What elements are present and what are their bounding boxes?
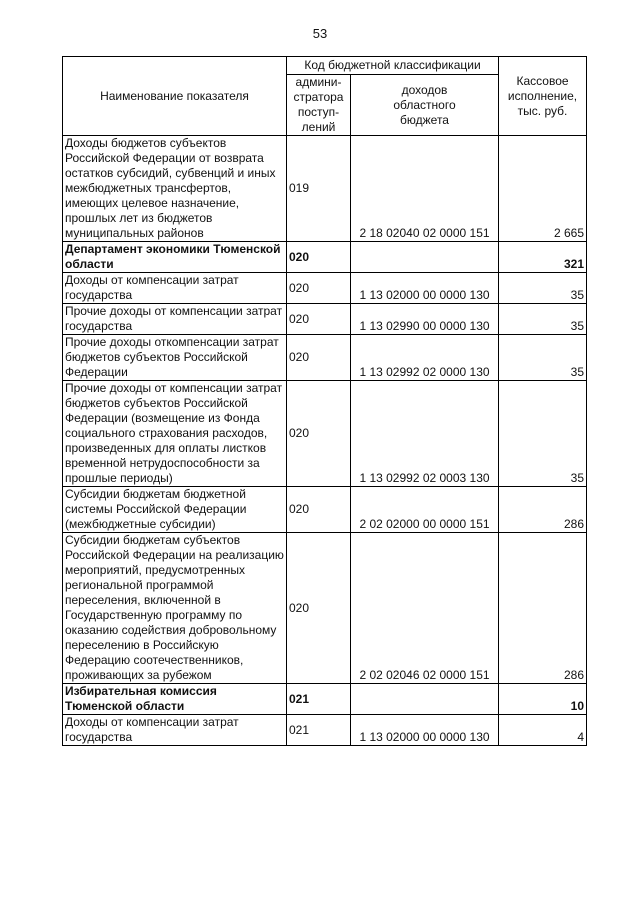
page-number: 53	[312, 26, 328, 41]
table-row	[63, 304, 587, 335]
row-amount: 10	[499, 684, 587, 715]
row-income-code: 1 13 02992 02 0000 130	[351, 335, 499, 381]
header-admin: админи- стратора поступ- лений	[287, 75, 351, 136]
row-name: Доходы от компенсации затрат государства	[63, 715, 287, 746]
row-name: Доходы бюджетов субъектов Российской Федерации от возврата остатков субсидий, субвенций и иных межбюджетных трансфертов, имеющих целевое назначение, прошлых лет из бюджетов муниципальных районов	[63, 136, 287, 242]
table-row	[63, 242, 587, 273]
row-admin-code: 021	[287, 684, 351, 715]
row-amount: 35	[499, 273, 587, 304]
row-admin-code: 021	[287, 715, 351, 746]
row-name: Субсидии бюджетам субъектов Российской Федерации на реализацию мероприятий, предусмотренных региональной программой переселения, включенной в Государственную программу по оказанию содействия добровольному переселению в Российскую Федерацию соотечественников, проживающих за рубежом	[63, 533, 287, 684]
row-income-code: 1 13 02000 00 0000 130	[351, 715, 499, 746]
table-row	[63, 715, 587, 746]
header-code-group: Код бюджетной классификации	[287, 57, 499, 75]
header-name: Наименование показателя	[63, 57, 287, 136]
row-admin-code: 020	[287, 335, 351, 381]
budget-table	[62, 56, 587, 746]
row-name: Прочие доходы от компенсации затрат государства	[63, 304, 287, 335]
table-row	[63, 273, 587, 304]
row-income-code: 2 18 02040 02 0000 151	[351, 136, 499, 242]
row-admin-code: 020	[287, 242, 351, 273]
row-name: Субсидии бюджетам бюджетной системы Российской Федерации (межбюджетные субсидии)	[63, 487, 287, 533]
row-income-code: 2 02 02000 00 0000 151	[351, 487, 499, 533]
header-amount: Кассовое исполнение, тыс. руб.	[499, 57, 587, 136]
row-name: Прочие доходы откомпенсации затрат бюджетов субъектов Российской Федерации	[63, 335, 287, 381]
table-row	[63, 533, 587, 684]
table-row	[63, 487, 587, 533]
table-row	[63, 381, 587, 487]
row-admin-code: 020	[287, 533, 351, 684]
row-income-code: 1 13 02992 02 0003 130	[351, 381, 499, 487]
row-income-code	[351, 684, 499, 715]
row-amount: 4	[499, 715, 587, 746]
row-income-code: 2 02 02046 02 0000 151	[351, 533, 499, 684]
row-income-code: 1 13 02990 00 0000 130	[351, 304, 499, 335]
row-amount: 321	[499, 242, 587, 273]
row-amount: 2 665	[499, 136, 587, 242]
row-amount: 35	[499, 304, 587, 335]
row-name: Департамент экономики Тюменской области	[63, 242, 287, 273]
row-admin-code: 020	[287, 273, 351, 304]
row-name: Избирательная комиссия Тюменской области	[63, 684, 287, 715]
row-amount: 286	[499, 533, 587, 684]
table-body	[63, 136, 587, 746]
table-row	[63, 136, 587, 242]
table-row	[63, 684, 587, 715]
row-amount: 35	[499, 335, 587, 381]
row-amount: 286	[499, 487, 587, 533]
row-admin-code: 020	[287, 487, 351, 533]
row-admin-code: 020	[287, 381, 351, 487]
row-admin-code: 019	[287, 136, 351, 242]
row-amount: 35	[499, 381, 587, 487]
row-admin-code: 020	[287, 304, 351, 335]
header-income: доходов областного бюджета	[351, 75, 499, 136]
row-income-code: 1 13 02000 00 0000 130	[351, 273, 499, 304]
row-name: Доходы от компенсации затрат государства	[63, 273, 287, 304]
table-row	[63, 335, 587, 381]
row-name: Прочие доходы от компенсации затрат бюджетов субъектов Российской Федерации (возмещение из Фонда социального страхования расходов, произведенных для оплаты листков временной нетрудоспособности за прошлые периоды)	[63, 381, 287, 487]
row-income-code	[351, 242, 499, 273]
